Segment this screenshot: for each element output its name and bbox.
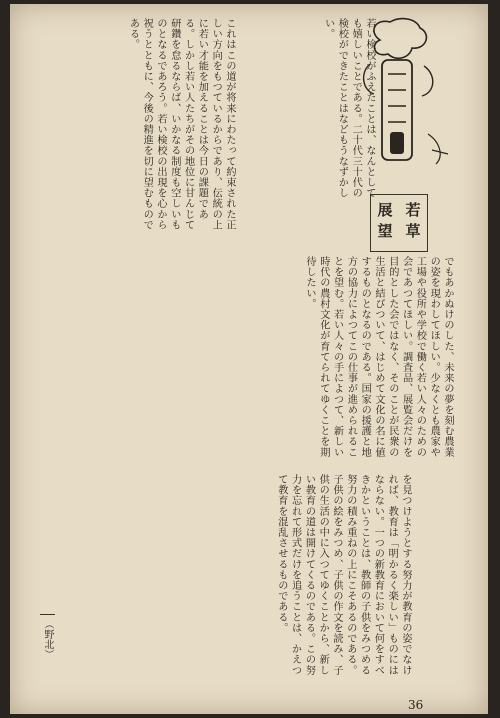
article-column-middle: でもあかぬけのした、未来の夢を刻む農業の姿を現わしてほしい。少なくとも農家や工場や役所や学校で働く若い人々のための会であつてほしい。調査品、展覧会だけを目的とした会ではなく、そのことが民衆の生活と結びついて、はじめて文化の名に値するものとなるのである。国家の援護と地方の協力によつてこの仕事が進められることを望む。若い人々の手によつて、新しい時代の農村文化が育てられてゆくことを期待したい。: [304, 256, 453, 458]
article-column-bottom: を見つけようとする努力が教育の姿でなければ、教育は「明かるく楽しい」ものにはならない。一つの新教育において何をすべきかということは、教師の子供をみつめる努力の積み重ねの上にこそあるのである。子供の絵をみつめ、子供の作文を読み、子供の生活の中に入つてゆくことから、新しい教育の道は開けてくるのである。この努力を忘れて形式だけを追うことは、かえつて教育を混乱させるものである。: [275, 474, 411, 676]
section-title-line1: 若草: [403, 202, 422, 244]
article-column-top-left: これはこの道が将来にわたって約束された正しい方向をもつているからであり、伝統の上に若い才能を加えることは今日の課題である。しかし若い人たちがその地位に甘んじて研鑽を怠るならば、いかなる制度も空しいものとなるであろう。若い検校の出現を心から祝うとともに、今後の精進を切に望むものである。: [127, 18, 235, 230]
magazine-page: [10, 4, 488, 714]
byline: （野北）: [40, 614, 55, 659]
section-title-box: [370, 194, 428, 252]
page-number: 36: [408, 698, 424, 712]
section-title-line2: 展望: [375, 202, 394, 244]
article-column-top-right: 若い検校がふえたことは、なんとしても嬉しいことである。二十代三十代の検校ができたことはなどもうなずかしい。: [322, 18, 375, 199]
